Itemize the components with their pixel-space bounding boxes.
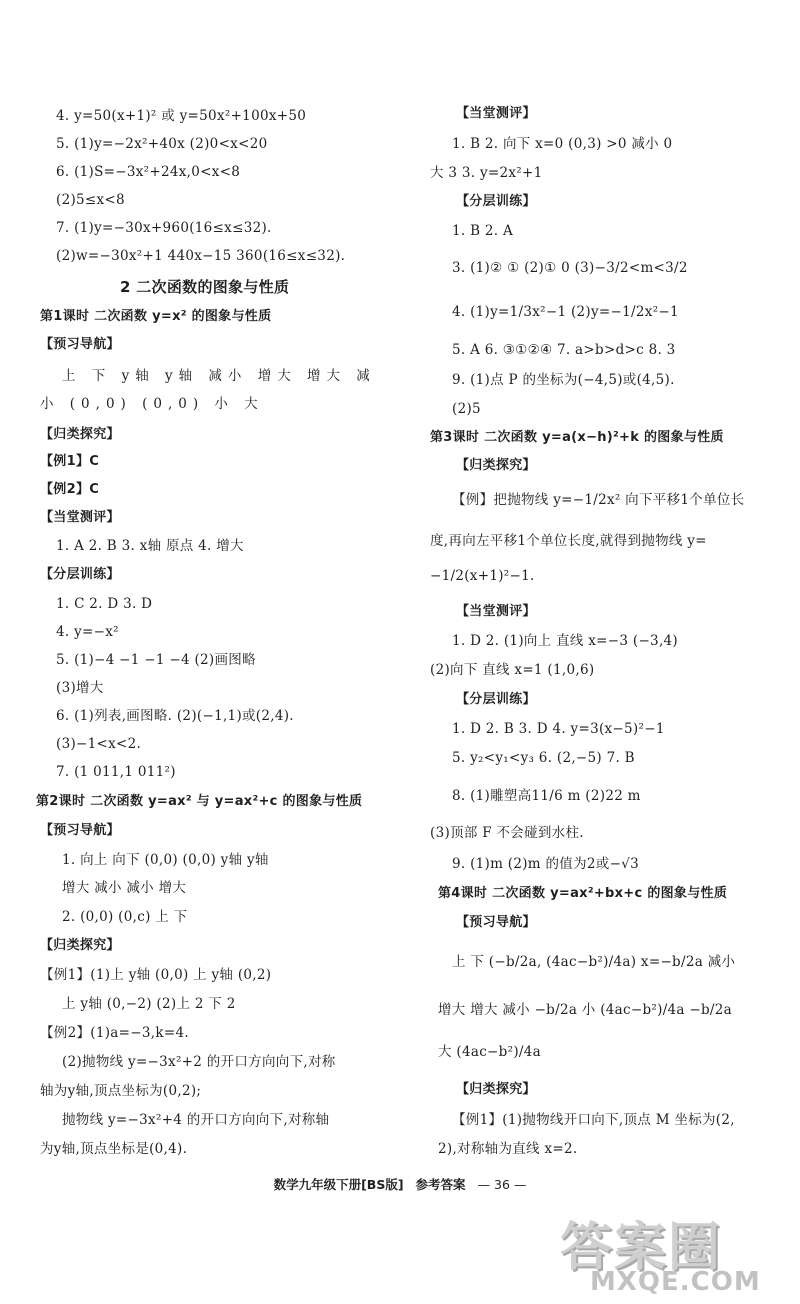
- lesson-heading: 第1课时 二次函数 y=x² 的图象与性质: [40, 309, 272, 324]
- answer-line: (2)向下 直线 x=1 (1,0,6): [430, 662, 595, 678]
- right-column: [430, 0, 800, 1180]
- answer-line: 1. B 2. A: [452, 223, 514, 239]
- answer-line: (2)5: [452, 401, 481, 417]
- lesson-heading: 第2课时 二次函数 y=ax² 与 y=ax²+c 的图象与性质: [36, 794, 363, 809]
- block-heading: 【当堂测评】: [456, 106, 536, 121]
- page-footer: [0, 1175, 800, 1193]
- answer-line: 5. (1)−4 −1 −1 −4 (2)画图略: [56, 652, 256, 668]
- example-answer: 【例】把抛物线 y=−1/2x² 向下平移1个单位长: [452, 492, 745, 508]
- example-answer: 【例1】(1)上 y轴 (0,0) 上 y轴 (0,2): [40, 967, 272, 983]
- answer-line: 1. C 2. D 3. D: [56, 596, 153, 612]
- example-answer: 【例2】(1)a=−3,k=4.: [40, 1025, 189, 1041]
- block-heading: 【分层训练】: [456, 194, 536, 209]
- answer-line: (2)抛物线 y=−3x²+2 的开口方向向下,对称: [62, 1054, 336, 1070]
- answer-line: 轴为y轴,顶点坐标为(0,2);: [40, 1083, 202, 1099]
- answer-line: (2)5≤x<8: [56, 192, 125, 208]
- answer-line: 1. A 2. B 3. x轴 原点 4. 增大: [56, 538, 244, 554]
- example-answer: 【例1】(1)抛物线开口向下,顶点 M 坐标为(2,: [452, 1112, 735, 1128]
- answer-line: 为y轴,顶点坐标是(0,4).: [40, 1141, 188, 1157]
- answer-line: 1. 向上 向下 (0,0) (0,0) y轴 y轴: [62, 852, 269, 868]
- answer-line: 2. (0,0) (0,c) 上 下: [62, 909, 188, 925]
- example-answer: 【例2】C: [40, 482, 100, 497]
- watermark-url: MXQE.COM: [590, 1267, 761, 1297]
- block-heading: 【预习导航】: [40, 823, 120, 838]
- page-number: — 36 —: [477, 1177, 527, 1192]
- answer-line: 大 (4ac−b²)/4a: [438, 1044, 541, 1060]
- answer-line: 上 下 y轴 y轴 减小 增大 增大 减: [62, 368, 376, 384]
- answer-line: 4. y=−x²: [56, 624, 119, 640]
- answer-line: (3)−1<x<2.: [56, 736, 142, 752]
- footer-book-title: 数学九年级下册[BS版]: [273, 1177, 404, 1192]
- site-watermark: [560, 1205, 795, 1300]
- example-answer: 【例1】C: [40, 454, 100, 469]
- block-heading: 【归类探究】: [456, 458, 536, 473]
- lesson-heading: 第3课时 二次函数 y=a(x−h)²+k 的图象与性质: [430, 430, 724, 445]
- answer-line: 抛物线 y=−3x²+4 的开口方向向下,对称轴: [62, 1112, 330, 1128]
- watermark-title: 答案圈: [560, 1218, 723, 1278]
- block-heading: 【预习导航】: [456, 915, 536, 930]
- footer-section: 参考答案: [415, 1177, 466, 1192]
- answer-line: 3. (1)② ① (2)① 0 (3)−3/2<m<3/2: [452, 260, 688, 276]
- section-title: 2 二次函数的图象与性质: [120, 278, 290, 296]
- answer-line: 小 (0,0) (0,0) 小 大: [40, 396, 264, 412]
- block-heading: 【归类探究】: [40, 938, 120, 953]
- answer-line: 1. B 2. 向下 x=0 (0,3) >0 减小 0: [452, 136, 673, 152]
- block-heading: 【预习导航】: [40, 337, 120, 352]
- answer-line: 8. (1)雕塑高11/6 m (2)22 m: [452, 788, 641, 804]
- answer-line: 5. y₂<y₁<y₃ 6. (2,−5) 7. B: [452, 750, 635, 766]
- answer-line: 6. (1)列表,画图略. (2)(−1,1)或(2,4).: [56, 708, 294, 724]
- answer-line: −1/2(x+1)²−1.: [430, 568, 535, 584]
- answer-line: 度,再向左平移1个单位长度,就得到抛物线 y=: [430, 533, 707, 549]
- answer-line: 上 y轴 (0,−2) (2)上 2 下 2: [62, 996, 236, 1012]
- answer-line: 增大 减小 减小 增大: [62, 880, 187, 896]
- answer-line: 2),对称轴为直线 x=2.: [438, 1141, 578, 1157]
- answer-line: (3)增大: [56, 680, 104, 696]
- answer-line: 增大 增大 减小 −b/2a 小 (4ac−b²)/4a −b/2a: [438, 1002, 733, 1018]
- block-heading: 【归类探究】: [456, 1082, 536, 1097]
- left-column: [36, 0, 410, 1180]
- block-heading: 【当堂测评】: [40, 510, 120, 525]
- answer-line: 大 3 3. y=2x²+1: [430, 165, 543, 181]
- answer-line: 9. (1)m (2)m 的值为2或−√3: [452, 856, 639, 872]
- answer-line: 7. (1)y=−30x+960(16≤x≤32).: [56, 220, 272, 236]
- answer-line: 4. (1)y=1/3x²−1 (2)y=−1/2x²−1: [452, 304, 679, 320]
- answer-line: 5. A 6. ③①②④ 7. a>b>d>c 8. 3: [452, 342, 676, 358]
- block-heading: 【归类探究】: [40, 427, 120, 442]
- answer-line: 7. (1 011,1 011²): [56, 764, 176, 780]
- answer-line: 上 下 (−b/2a, (4ac−b²)/4a) x=−b/2a 减小: [452, 954, 736, 970]
- answer-line: 5. (1)y=−2x²+40x (2)0<x<20: [56, 136, 268, 152]
- block-heading: 【分层训练】: [456, 692, 536, 707]
- answer-line: (3)顶部 F 不会碰到水柱.: [430, 825, 584, 841]
- answer-line: 6. (1)S=−3x²+24x,0<x<8: [56, 164, 241, 180]
- answer-line: 9. (1)点 P 的坐标为(−4,5)或(4,5).: [452, 372, 675, 388]
- answer-line: 4. y=50(x+1)² 或 y=50x²+100x+50: [56, 108, 307, 124]
- block-heading: 【当堂测评】: [456, 604, 536, 619]
- answer-line: 1. D 2. B 3. D 4. y=3(x−5)²−1: [452, 721, 665, 737]
- answer-line: 1. D 2. (1)向上 直线 x=−3 (−3,4): [452, 633, 678, 649]
- answer-line: (2)w=−30x²+1 440x−15 360(16≤x≤32).: [56, 248, 346, 264]
- block-heading: 【分层训练】: [40, 567, 120, 582]
- lesson-heading: 第4课时 二次函数 y=ax²+bx+c 的图象与性质: [438, 886, 728, 901]
